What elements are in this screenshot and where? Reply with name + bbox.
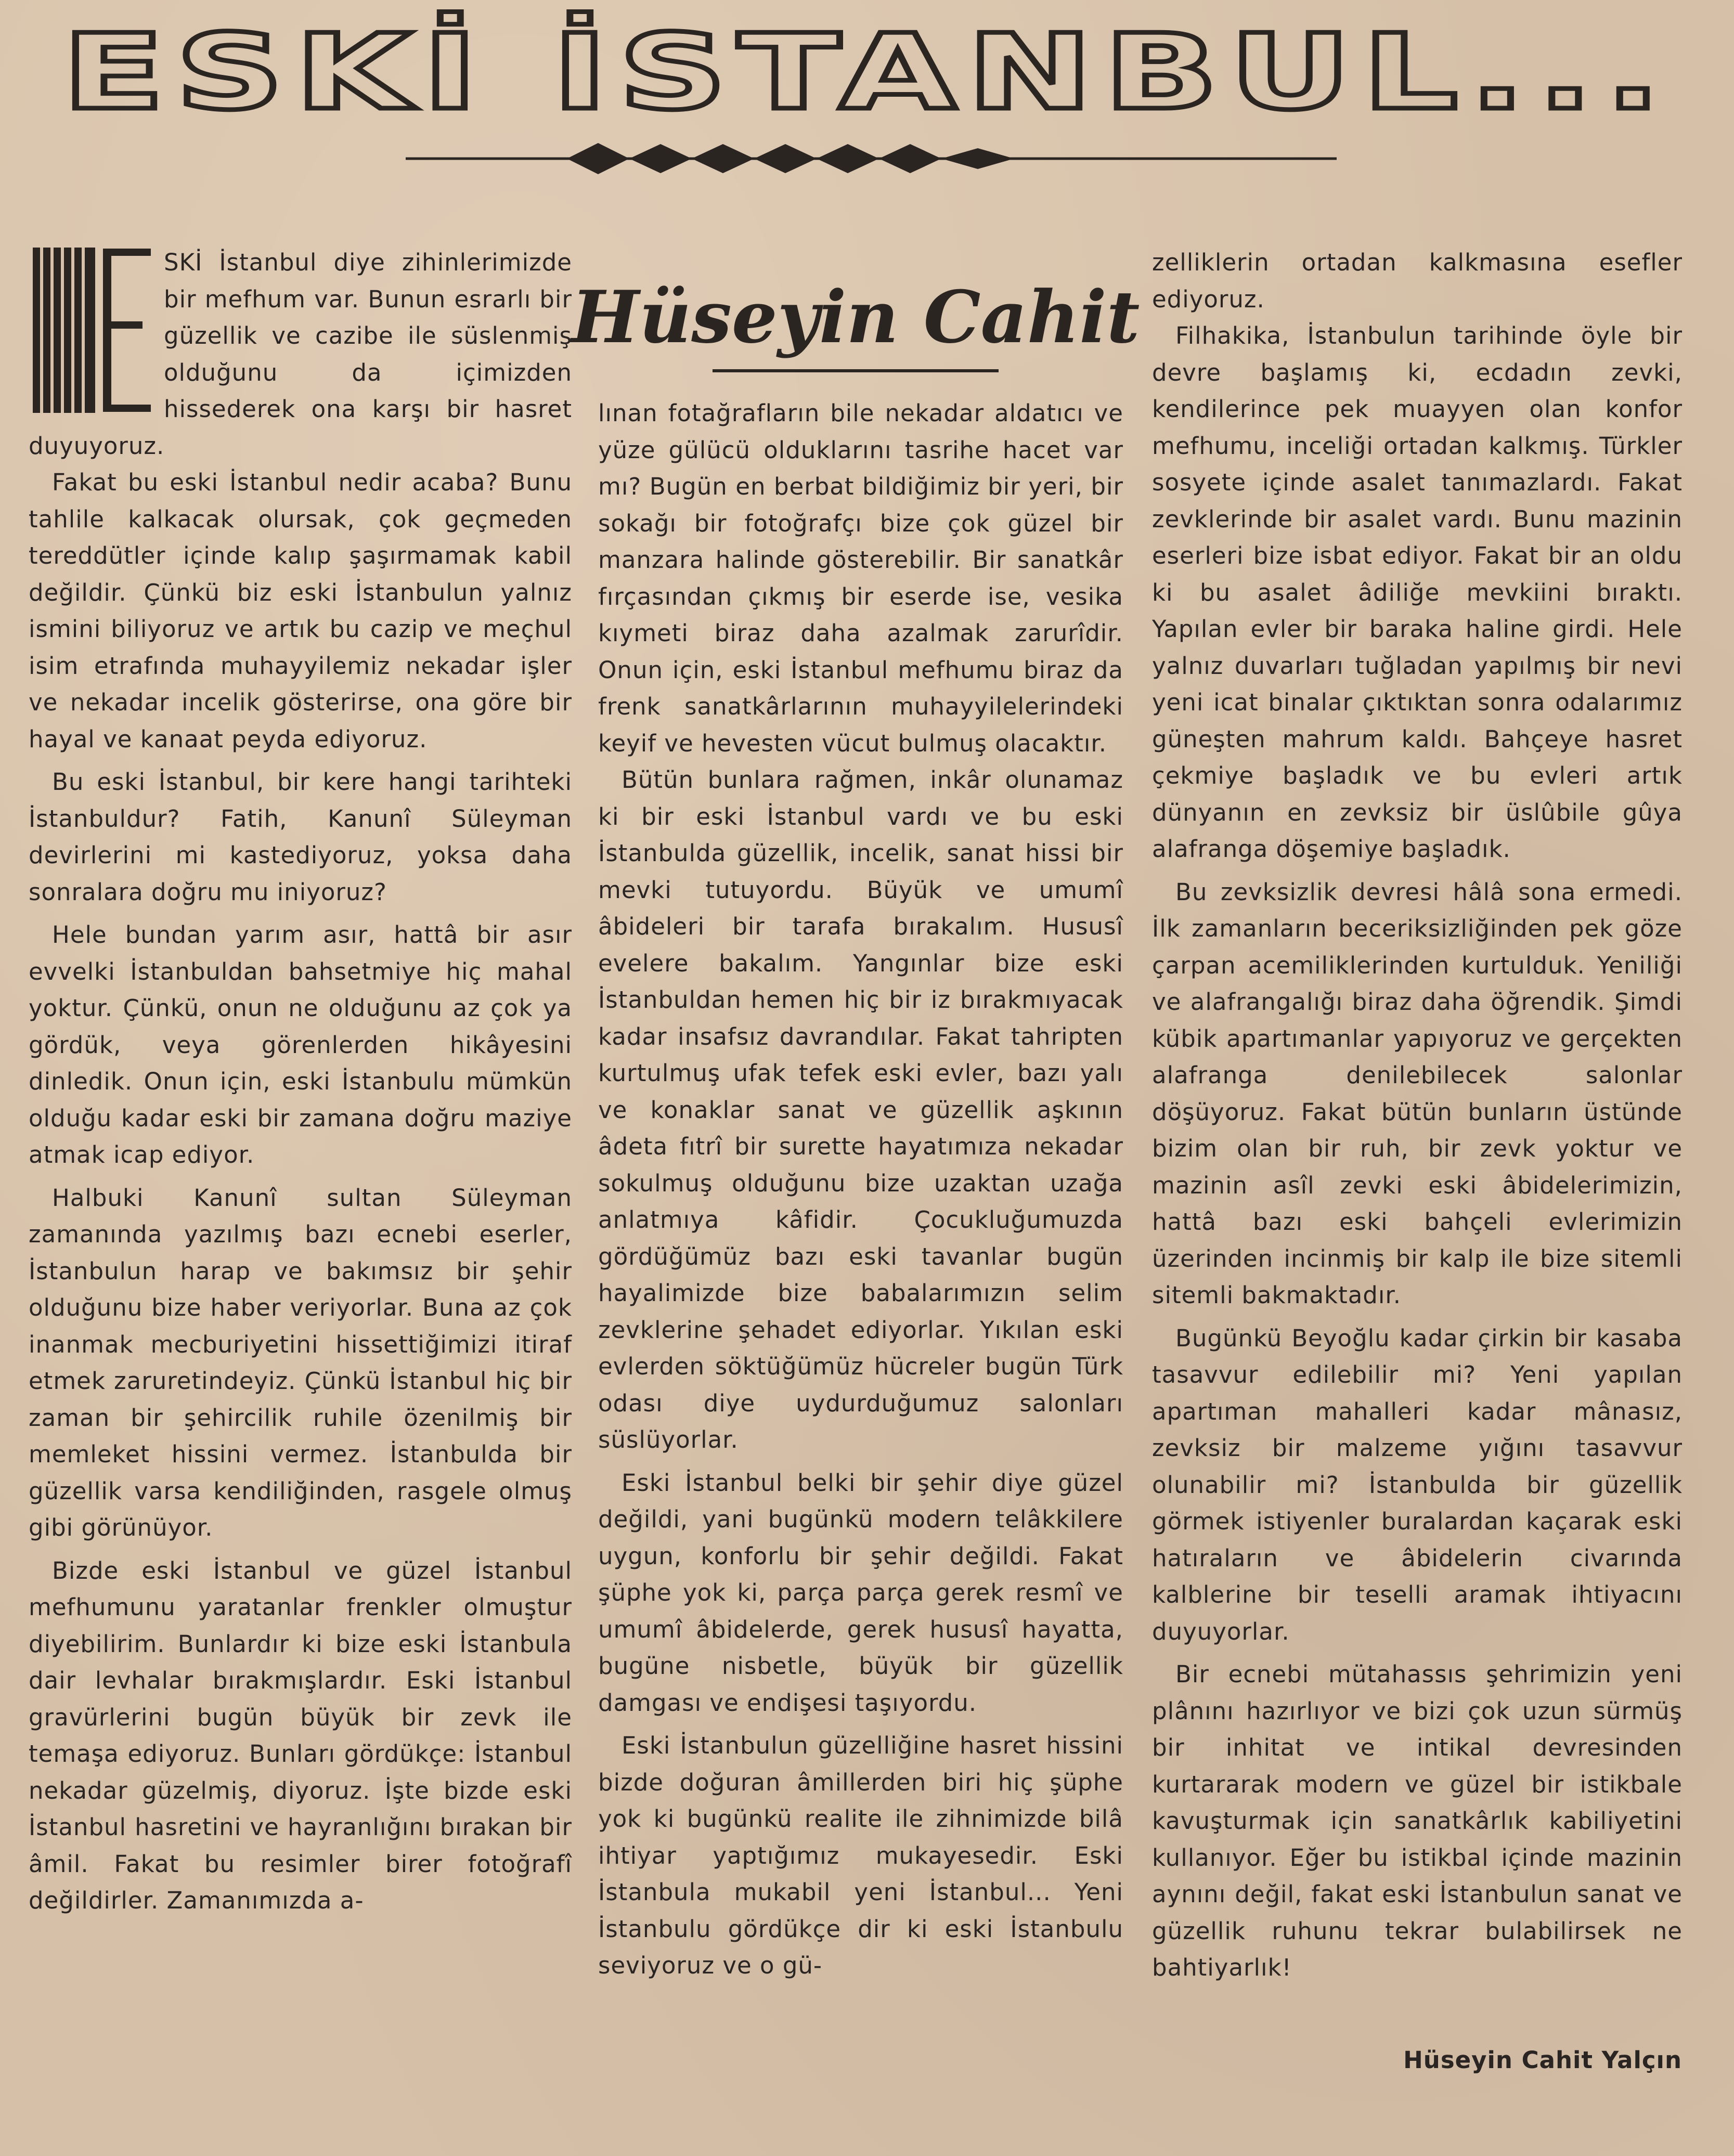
column-1 [29, 244, 572, 1919]
paragraph: Bütün bunlara rağmen, inkâr olunamaz ki bir eski İstanbul vardı ve bu eski İstanbulda güzellik, incelik, sanat hissi bir mevki tutuyordu. Büyük ve umumî âbideleri bir tarafa bırakalım. Hususî evelere bakalım. Yangınlar bize eski İstanbuldan hemen hiç bir iz bırakmıyacak kadar insafsız davrandılar. Fakat tahripten kurtulmuş ufak tefek eski evler, bazı yalı ve konaklar sanat ve güzellik aşkının âdeta fıtrî bir surette hayatımıza nekadar sokulmuş olduğunu bize uzaktan uzağa anlatmıya kâfidir. Çocukluğumuzda gördüğümüz bazı eski tavanlar bugün hayalimizde bize babalarımızın selim zevklerine şehadet ediyorlar. Yıkılan eski evlerden söktüğümüz hücreler bugün Türk odası diye uydurduğumuz salonları süslüyorlar. [598, 766, 1123, 1453]
paragraph: Bu zevksizlik devresi hâlâ sona ermedi. İlk zamanların beceriksizliğinden pek göze çarpan acemiliklerinden kurtulduk. Yeniliği ve alafrangalığı biraz daha öğrendik. Şimdi kübik apartımanlar yapıyoruz ve gerçekten alafranga denilebilecek salonlar döşüyoruz. Fakat bütün bunların üstünde bizim olan bir ruh, bir zevk yoktur ve mazinin asîl zevki eski âbidelerimizin, hattâ bazı eski bahçeli evlerimizin üzerinden incinmiş bir kalp ile bize sitemli sitemli bakmaktadır. [1152, 878, 1683, 1309]
drop-cap-e-icon [33, 248, 152, 413]
diamond-ornament [406, 138, 1337, 179]
paragraph: Filhakika, İstanbulun tarihinde öyle bir devre başlamış ki, ecdadın zevki, kendilerince pek muayyen olan konfor mefhumu, inceliği ortadan kalkmış. Türkler sosyete içinde asalet tanımazlardı. Fakat zevklerinde bir asalet vardı. Bunu mazinin eserleri bize isbat ediyor. Fakat bir an oldu ki bu asalet âdiliğe mevkiini bıraktı. Yapılan evler bir baraka haline girdi. Hele yalnız duvarları tuğladan yapılmış bir nevi yeni icat binalar çıktıktan sonra odalarımız güneşten mahrum kaldı. Bahçeye hasret çekmiye başladık ve bu evleri artık dünyanın en zevksiz bir üslûbile gûya alafranga döşemiye başladık. [1152, 322, 1683, 863]
paragraph: SKİ İstanbul diye zihinlerimizde bir mefhum var. Bunun esrarlı bir güzellik ve cazibe ile süslenmiş olduğunu da içimizden hissederek ona karşı bir hasret duyuyoruz. [29, 249, 572, 460]
paragraph: Eski İstanbulun güzelliğine hasret hissini bizde doğuran âmillerden biri hiç şüphe yok ki bugünkü realite ile zihnimizde bilâ ihtiyar yaptığımız mukayesedir. Eski İstanbula mukabil yeni İstanbul... Yeni İstanbulu gördükçe dir ki eski İstanbulu seviyoruz ve o gü- [598, 1732, 1123, 1979]
paragraph: lınan fotağrafların bile nekadar aldatıcı ve yüze gülücü olduklarını tasrihe hacet var mı? Bugün en berbat bildiğimiz bir yeri, bir sokağı bir fotoğrafçı bize çok güzel bir manzara halinde gösterebilir. Bir sanatkâr fırçasından çıkmış bir eserde ise, vesika kıymeti biraz daha azalmak zarurîdir. Onun için, eski İstanbul mefhumu biraz da frenk sanatkârlarının muhayyilelerindeki keyif ve hevesten vücut bulmuş olacaktır. [598, 399, 1123, 757]
paragraph: Fakat bu eski İstanbul nedir acaba? Bunu tahlile kalkacak olursak, çok geçmeden tereddütler içinde kalıp şaşırmamak kabil değildir. Çünkü biz eski İstanbulun yalnız ismini biliyoruz ve artık bu cazip ve meçhul isim etrafında muhayyilemiz nekadar işler ve nekadar incelik gösterirse, ona göre bir hayal ve kanaat peyda ediyoruz. [29, 469, 572, 753]
author-signature: Hüseyin Cahit Yalçın [1403, 2046, 1682, 2074]
column-3 [1152, 244, 1683, 1986]
paragraph: zelliklerin ortadan kalkmasına esefler ediyoruz. [1152, 249, 1683, 313]
column-2 [598, 395, 1123, 1984]
drop-cap [33, 248, 152, 413]
byline-underline [713, 369, 999, 372]
paragraph: Bizde eski İstanbul ve güzel İstanbul mefhumunu yaratanlar frenkler olmuştur diyebilirim. Bunlardır ki bize eski İstanbula dair levhalar bırakmışlardır. Eski İstanbul gravürlerini bugün büyük bir zevk ile temaşa ediyoruz. Bunları gördükçe: İstanbul nekadar güzelmiş, diyoruz. İşte bizde eski İstanbul hasretini ve hayranlığını bırakan bir âmil. Fakat bu resimler birer fotoğrafî değildirler. Zamanımızda a- [29, 1556, 572, 1914]
paragraph: Bir ecnebi mütahassıs şehrimizin yeni plânını hazırlıyor ve bizi çok uzun sürmüş bir inhitat ve intikal devresinden kurtararak modern ve güzel bir istikbale kavuşturmak için sanatkârlık kabiliyetini kullanıyor. Eğer bu istikbal içinde mazinin aynını değil, fakat eski İstanbulun sanat ve güzellik ruhunu tekrar bulabilirsek ne bahtiyarlık! [1152, 1660, 1683, 1981]
byline-signature [567, 265, 1144, 400]
paragraph: Eski İstanbul belki bir şehir diye güzel değildi, yani bugünkü modern telâkkilere uygun, konforlu bir şehir değildi. Fakat şüphe yok ki, parça parça gerek resmî ve umumî âbidelerde, gerek hususî hayatta, bugüne nisbetle, büyük bir güzellik damgası ve endişesi taşıyordu. [598, 1469, 1123, 1717]
masthead-title: ESKİ İSTANBUL... [61, 12, 1673, 133]
paragraph: Bugünkü Beyoğlu kadar çirkin bir kasaba tasavvur edilebilir mi? Yeni yapılan apartıman mahalleri kadar mânasız, zevksiz bir malzeme yığını tasavvur olunabilir mi? İstanbulda bir güzellik görmek istiyenler buralardan kaçarak eski hatıraların ve âbidelerin civarında kalblerine bir teselli aramak ihtiyacını duyuyorlar. [1152, 1324, 1683, 1645]
paragraph: Hele bundan yarım asır, hattâ bir asır evvelki İstanbuldan bahsetmiye hiç mahal yoktur. Çünkü, onun ne olduğunu az çok ya gördük, veya görenlerden hikâyesini dinledik. Onun için, eski İstanbulu mümkün olduğu kadar eski bir zamana doğru maziye atmak icap ediyor. [29, 921, 572, 1168]
byline-text: Hüseyin Cahit [571, 275, 1140, 359]
paragraph: Halbuki Kanunî sultan Süleyman zamanında yazılmış bazı ecnebi eserler, İstanbulun harap ve bakımsız bir şehir olduğunu bize haber veriyorlar. Buna az çok inanmak mecburiyetini hissettiğimizi itiraf etmek zaruretindeyiz. Çünkü İstanbul hiç bir zaman bir şehircilik ruhile özenilmiş bir memleket hissini vermez. İstanbulda bir güzellik varsa kendiliğinden, rasgele olmuş gibi görünüyor. [29, 1184, 572, 1541]
paragraph: Bu eski İstanbul, bir kere hangi tarihteki İstanbuldur? Fatih, Kanunî Süleyman devirlerini mi kastediyoruz, yoksa daha sonralara doğru mu iniyoruz? [29, 768, 572, 906]
